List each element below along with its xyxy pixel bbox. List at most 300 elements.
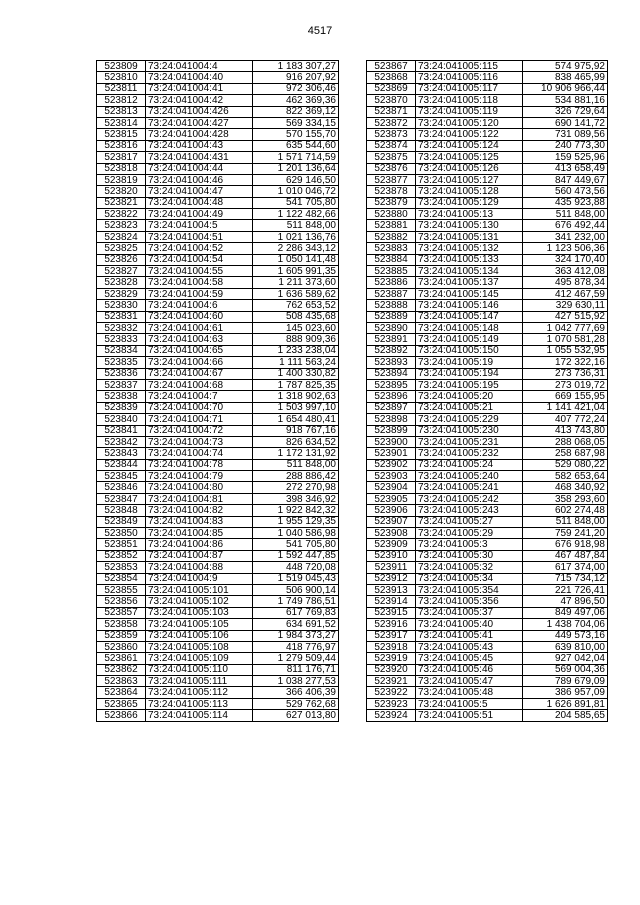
- cadastral-number: 73:24:041005:130: [416, 220, 523, 231]
- cadastral-value: 1 111 563,24: [253, 357, 339, 368]
- cadastral-number: 73:24:041005:30: [416, 550, 523, 561]
- cadastral-value: 826 634,52: [253, 436, 339, 447]
- table-row: [367, 459, 608, 470]
- cadastral-value: 916 207,92: [253, 72, 339, 83]
- table-row: [367, 550, 608, 561]
- cadastral-number: 73:24:041005:134: [416, 266, 523, 277]
- row-number: 523827: [97, 266, 146, 277]
- cadastral-value: 634 691,52: [253, 619, 339, 630]
- cadastral-number: 73:24:041005:122: [416, 129, 523, 140]
- cadastral-number: 73:24:041005:241: [416, 482, 523, 493]
- row-number: 523809: [97, 61, 146, 72]
- cadastral-value: 1 010 046,72: [253, 186, 339, 197]
- cadastral-number: 73:24:041005:150: [416, 345, 523, 356]
- table-row: [367, 641, 608, 652]
- table-row: [367, 152, 608, 163]
- row-number: 523854: [97, 573, 146, 584]
- row-number: 523811: [97, 83, 146, 94]
- table-row: [97, 322, 339, 333]
- row-number: 523870: [367, 95, 416, 106]
- cadastral-number: 73:24:041005:116: [416, 72, 523, 83]
- cadastral-value: 413 743,80: [523, 425, 608, 436]
- cadastral-value: 582 653,64: [523, 471, 608, 482]
- cadastral-value: 847 449,67: [523, 174, 608, 185]
- table-row: [367, 676, 608, 687]
- row-number: 523909: [367, 539, 416, 550]
- row-number: 523838: [97, 391, 146, 402]
- cadastral-value: 888 909,36: [253, 334, 339, 345]
- table-row: [367, 322, 608, 333]
- cadastral-value: 1 955 129,35: [253, 516, 339, 527]
- cadastral-value: 1 438 704,06: [523, 619, 608, 630]
- table-row: [97, 664, 339, 675]
- cadastral-number: 73:24:041004:87: [146, 550, 253, 561]
- cadastral-value: 1 038 277,53: [253, 676, 339, 687]
- table-row: [367, 562, 608, 573]
- table-row: [97, 619, 339, 630]
- table-row: [97, 209, 339, 220]
- table-row: [367, 174, 608, 185]
- cadastral-value: 508 435,68: [253, 311, 339, 322]
- row-number: 523856: [97, 596, 146, 607]
- cadastral-number: 73:24:041004:86: [146, 539, 253, 550]
- cadastral-number: 73:24:041004:83: [146, 516, 253, 527]
- table-row: [97, 698, 339, 709]
- table-row: [367, 140, 608, 151]
- table-row: [367, 61, 608, 72]
- cadastral-value: 918 767,16: [253, 425, 339, 436]
- table-row: [367, 357, 608, 368]
- cadastral-number: 73:24:041005:145: [416, 288, 523, 299]
- table-row: [367, 231, 608, 242]
- cadastral-value: 506 900,14: [253, 584, 339, 595]
- cadastral-number: 73:24:041005:13: [416, 209, 523, 220]
- cadastral-value: 602 274,48: [523, 505, 608, 516]
- cadastral-number: 73:24:041005:132: [416, 243, 523, 254]
- table-row: [367, 209, 608, 220]
- cadastral-value: 412 467,59: [523, 288, 608, 299]
- row-number: 523859: [97, 630, 146, 641]
- cadastral-value: 511 848,00: [253, 220, 339, 231]
- cadastral-number: 73:24:041005:106: [146, 630, 253, 641]
- cadastral-number: 73:24:041005:240: [416, 471, 523, 482]
- cadastral-value: 288 068,05: [523, 436, 608, 447]
- cadastral-table-right: [366, 60, 608, 722]
- row-number: 523845: [97, 471, 146, 482]
- table-row: [367, 539, 608, 550]
- table-row: [367, 334, 608, 345]
- row-number: 523814: [97, 117, 146, 128]
- table-row: [97, 357, 339, 368]
- table-row: [367, 448, 608, 459]
- cadastral-number: 73:24:041005:29: [416, 528, 523, 539]
- row-number: 523864: [97, 687, 146, 698]
- table-row: [367, 584, 608, 595]
- row-number: 523819: [97, 174, 146, 185]
- cadastral-number: 73:24:041004:74: [146, 448, 253, 459]
- cadastral-value: 495 878,34: [523, 277, 608, 288]
- row-number: 523877: [367, 174, 416, 185]
- cadastral-number: 73:24:041005:194: [416, 368, 523, 379]
- row-number: 523828: [97, 277, 146, 288]
- cadastral-number: 73:24:041004:59: [146, 288, 253, 299]
- row-number: 523894: [367, 368, 416, 379]
- row-number: 523874: [367, 140, 416, 151]
- cadastral-value: 435 923,88: [523, 197, 608, 208]
- cadastral-value: 449 573,16: [523, 630, 608, 641]
- table-row: [97, 539, 339, 550]
- cadastral-number: 73:24:041004:78: [146, 459, 253, 470]
- row-number: 523812: [97, 95, 146, 106]
- cadastral-value: 972 306,46: [253, 83, 339, 94]
- cadastral-value: 1 984 373,27: [253, 630, 339, 641]
- row-number: 523855: [97, 584, 146, 595]
- row-number: 523842: [97, 436, 146, 447]
- table-row: [97, 402, 339, 413]
- table-row: [97, 72, 339, 83]
- table-row: [97, 562, 339, 573]
- cadastral-value: 639 810,00: [523, 641, 608, 652]
- cadastral-value: 1 787 825,35: [253, 379, 339, 390]
- row-number: 523918: [367, 641, 416, 652]
- cadastral-number: 73:24:041004:73: [146, 436, 253, 447]
- row-number: 523872: [367, 117, 416, 128]
- cadastral-value: 240 773,30: [523, 140, 608, 151]
- table-row: [367, 505, 608, 516]
- cadastral-value: 448 720,08: [253, 562, 339, 573]
- cadastral-value: 1 571 714,59: [253, 152, 339, 163]
- cadastral-number: 73:24:041005:147: [416, 311, 523, 322]
- table-row: [367, 300, 608, 311]
- cadastral-number: 73:24:041005:37: [416, 607, 523, 618]
- cadastral-number: 73:24:041005:103: [146, 607, 253, 618]
- cadastral-number: 73:24:041004:47: [146, 186, 253, 197]
- row-number: 523882: [367, 231, 416, 242]
- cadastral-value: 1 141 421,04: [523, 402, 608, 413]
- cadastral-value: 407 772,24: [523, 414, 608, 425]
- cadastral-value: 511 848,00: [523, 209, 608, 220]
- row-number: 523902: [367, 459, 416, 470]
- cadastral-number: 73:24:041005:43: [416, 641, 523, 652]
- cadastral-number: 73:24:041005:124: [416, 140, 523, 151]
- table-row: [367, 379, 608, 390]
- cadastral-value: 811 176,71: [253, 664, 339, 675]
- table-row: [97, 117, 339, 128]
- table-row: [367, 493, 608, 504]
- cadastral-value: 715 734,12: [523, 573, 608, 584]
- row-number: 523904: [367, 482, 416, 493]
- row-number: 523873: [367, 129, 416, 140]
- cadastral-number: 73:24:041004:61: [146, 322, 253, 333]
- cadastral-number: 73:24:041004:51: [146, 231, 253, 242]
- table-row: [97, 676, 339, 687]
- cadastral-number: 73:24:041005:129: [416, 197, 523, 208]
- table-row: [97, 231, 339, 242]
- row-number: 523893: [367, 357, 416, 368]
- cadastral-value: 789 679,09: [523, 676, 608, 687]
- table-row: [367, 266, 608, 277]
- row-number: 523831: [97, 311, 146, 322]
- cadastral-number: 73:24:041004:431: [146, 152, 253, 163]
- table-row: [97, 550, 339, 561]
- table-row: [367, 95, 608, 106]
- cadastral-number: 73:24:041005:230: [416, 425, 523, 436]
- cadastral-value: 398 346,92: [253, 493, 339, 504]
- cadastral-value: 1 070 581,28: [523, 334, 608, 345]
- cadastral-number: 73:24:041005:232: [416, 448, 523, 459]
- cadastral-number: 73:24:041004:40: [146, 72, 253, 83]
- cadastral-value: 413 658,49: [523, 163, 608, 174]
- table-row: [97, 311, 339, 322]
- cadastral-value: 541 705,80: [253, 539, 339, 550]
- table-row: [97, 345, 339, 356]
- table-row: [367, 436, 608, 447]
- table-row: [97, 254, 339, 265]
- cadastral-value: 1 318 902,63: [253, 391, 339, 402]
- table-row: [97, 277, 339, 288]
- cadastral-value: 418 776,97: [253, 641, 339, 652]
- row-number: 523903: [367, 471, 416, 482]
- table-row: [367, 528, 608, 539]
- cadastral-number: 73:24:041004:79: [146, 471, 253, 482]
- cadastral-number: 73:24:041005:51: [416, 710, 523, 721]
- cadastral-value: 1 122 482,66: [253, 209, 339, 220]
- row-number: 523878: [367, 186, 416, 197]
- row-number: 523839: [97, 402, 146, 413]
- row-number: 523862: [97, 664, 146, 675]
- row-number: 523888: [367, 300, 416, 311]
- row-number: 523846: [97, 482, 146, 493]
- table-row: [367, 698, 608, 709]
- row-number: 523901: [367, 448, 416, 459]
- row-number: 523851: [97, 539, 146, 550]
- cadastral-value: 468 340,92: [523, 482, 608, 493]
- cadastral-value: 1 605 991,35: [253, 266, 339, 277]
- cadastral-number: 73:24:041004:428: [146, 129, 253, 140]
- table-row: [97, 482, 339, 493]
- cadastral-value: 759 241,20: [523, 528, 608, 539]
- cadastral-number: 73:24:041005:46: [416, 664, 523, 675]
- cadastral-value: 676 918,98: [523, 539, 608, 550]
- cadastral-number: 73:24:041005:127: [416, 174, 523, 185]
- cadastral-value: 2 286 343,12: [253, 243, 339, 254]
- cadastral-number: 73:24:041005:126: [416, 163, 523, 174]
- cadastral-number: 73:24:041005:128: [416, 186, 523, 197]
- cadastral-number: 73:24:041005:34: [416, 573, 523, 584]
- row-number: 523834: [97, 345, 146, 356]
- cadastral-number: 73:24:041005:148: [416, 322, 523, 333]
- table-row: [97, 653, 339, 664]
- row-number: 523914: [367, 596, 416, 607]
- cadastral-value: 1 654 480,41: [253, 414, 339, 425]
- cadastral-value: 1 172 131,92: [253, 448, 339, 459]
- table-row: [97, 186, 339, 197]
- table-row: [367, 653, 608, 664]
- row-number: 523899: [367, 425, 416, 436]
- row-number: 523853: [97, 562, 146, 573]
- cadastral-number: 73:24:041005:149: [416, 334, 523, 345]
- cadastral-number: 73:24:041004:49: [146, 209, 253, 220]
- cadastral-number: 73:24:041005:120: [416, 117, 523, 128]
- row-number: 523867: [367, 61, 416, 72]
- cadastral-value: 511 848,00: [523, 516, 608, 527]
- table-row: [97, 471, 339, 482]
- table-row: [367, 129, 608, 140]
- row-number: 523841: [97, 425, 146, 436]
- table-row: [367, 471, 608, 482]
- table-row: [367, 687, 608, 698]
- table-row: [367, 83, 608, 94]
- cadastral-value: 1 201 136,64: [253, 163, 339, 174]
- table-row: [97, 607, 339, 618]
- table-row: [367, 516, 608, 527]
- row-number: 523911: [367, 562, 416, 573]
- row-number: 523897: [367, 402, 416, 413]
- row-number: 523837: [97, 379, 146, 390]
- row-number: 523884: [367, 254, 416, 265]
- table-row: [367, 197, 608, 208]
- table-row: [97, 528, 339, 539]
- cadastral-number: 73:24:041005:354: [416, 584, 523, 595]
- cadastral-value: 669 155,95: [523, 391, 608, 402]
- row-number: 523860: [97, 641, 146, 652]
- cadastral-number: 73:24:041005:117: [416, 83, 523, 94]
- row-number: 523912: [367, 573, 416, 584]
- row-number: 523822: [97, 209, 146, 220]
- row-number: 523848: [97, 505, 146, 516]
- table-row: [97, 368, 339, 379]
- cadastral-value: 47 896,50: [523, 596, 608, 607]
- cadastral-number: 73:24:041005:356: [416, 596, 523, 607]
- row-number: 523865: [97, 698, 146, 709]
- table-row: [367, 630, 608, 641]
- cadastral-value: 273 019,72: [523, 379, 608, 390]
- row-number: 523908: [367, 528, 416, 539]
- cadastral-number: 73:24:041004:43: [146, 140, 253, 151]
- table-row: [367, 243, 608, 254]
- cadastral-value: 329 630,11: [523, 300, 608, 311]
- cadastral-number: 73:24:041004:9: [146, 573, 253, 584]
- table-row: [367, 710, 608, 721]
- cadastral-number: 73:24:041005:45: [416, 653, 523, 664]
- table-row: [367, 277, 608, 288]
- table-row: [97, 459, 339, 470]
- cadastral-number: 73:24:041005:24: [416, 459, 523, 470]
- cadastral-number: 73:24:041004:65: [146, 345, 253, 356]
- cadastral-value: 462 369,36: [253, 95, 339, 106]
- table-row: [367, 220, 608, 231]
- row-number: 523910: [367, 550, 416, 561]
- row-number: 523879: [367, 197, 416, 208]
- cadastral-value: 467 487,84: [523, 550, 608, 561]
- table-row: [97, 243, 339, 254]
- cadastral-value: 363 412,08: [523, 266, 608, 277]
- cadastral-value: 1 749 786,51: [253, 596, 339, 607]
- cadastral-number: 73:24:041005:133: [416, 254, 523, 265]
- row-number: 523843: [97, 448, 146, 459]
- cadastral-value: 511 848,00: [253, 459, 339, 470]
- cadastral-value: 145 023,60: [253, 322, 339, 333]
- cadastral-value: 1 211 373,60: [253, 277, 339, 288]
- row-number: 523825: [97, 243, 146, 254]
- table-row: [97, 630, 339, 641]
- cadastral-value: 272 270,98: [253, 482, 339, 493]
- table-row: [97, 197, 339, 208]
- cadastral-number: 73:24:041004:81: [146, 493, 253, 504]
- cadastral-number: 73:24:041005:102: [146, 596, 253, 607]
- cadastral-number: 73:24:041004:55: [146, 266, 253, 277]
- row-number: 523829: [97, 288, 146, 299]
- cadastral-number: 73:24:041004:88: [146, 562, 253, 573]
- cadastral-value: 1 279 509,44: [253, 653, 339, 664]
- cadastral-value: 849 497,06: [523, 607, 608, 618]
- table-row: [97, 379, 339, 390]
- row-number: 523844: [97, 459, 146, 470]
- row-number: 523857: [97, 607, 146, 618]
- table-row: [97, 83, 339, 94]
- cadastral-value: 617 769,83: [253, 607, 339, 618]
- table-row: [97, 174, 339, 185]
- row-number: 523850: [97, 528, 146, 539]
- cadastral-value: 617 374,00: [523, 562, 608, 573]
- table-row: [367, 607, 608, 618]
- cadastral-value: 569 334,15: [253, 117, 339, 128]
- cadastral-number: 73:24:041005:146: [416, 300, 523, 311]
- cadastral-number: 73:24:041004:67: [146, 368, 253, 379]
- table-row: [367, 117, 608, 128]
- cadastral-value: 927 042,04: [523, 653, 608, 664]
- cadastral-number: 73:24:041004:60: [146, 311, 253, 322]
- cadastral-number: 73:24:041004:82: [146, 505, 253, 516]
- cadastral-value: 1 592 447,85: [253, 550, 339, 561]
- cadastral-value: 1 021 136,76: [253, 231, 339, 242]
- cadastral-value: 1 040 586,98: [253, 528, 339, 539]
- cadastral-value: 690 141,72: [523, 117, 608, 128]
- table-row: [97, 687, 339, 698]
- cadastral-value: 273 736,31: [523, 368, 608, 379]
- row-number: 523869: [367, 83, 416, 94]
- table-row: [97, 266, 339, 277]
- row-number: 523861: [97, 653, 146, 664]
- row-number: 523820: [97, 186, 146, 197]
- table-row: [97, 596, 339, 607]
- cadastral-number: 73:24:041005:32: [416, 562, 523, 573]
- row-number: 523858: [97, 619, 146, 630]
- cadastral-number: 73:24:041004:85: [146, 528, 253, 539]
- row-number: 523913: [367, 584, 416, 595]
- cadastral-number: 73:24:041005:109: [146, 653, 253, 664]
- table-row: [97, 220, 339, 231]
- row-number: 523833: [97, 334, 146, 345]
- row-number: 523810: [97, 72, 146, 83]
- row-number: 523824: [97, 231, 146, 242]
- row-number: 523871: [367, 106, 416, 117]
- table-row: [97, 505, 339, 516]
- cadastral-value: 569 004,36: [523, 664, 608, 675]
- cadastral-number: 73:24:041005:243: [416, 505, 523, 516]
- row-number: 523896: [367, 391, 416, 402]
- cadastral-number: 73:24:041005:114: [146, 710, 253, 721]
- cadastral-number: 73:24:041004:48: [146, 197, 253, 208]
- cadastral-number: 73:24:041004:52: [146, 243, 253, 254]
- cadastral-value: 629 146,50: [253, 174, 339, 185]
- cadastral-number: 73:24:041004:66: [146, 357, 253, 368]
- cadastral-value: 822 369,12: [253, 106, 339, 117]
- row-number: 523852: [97, 550, 146, 561]
- row-number: 523815: [97, 129, 146, 140]
- cadastral-number: 73:24:041004:63: [146, 334, 253, 345]
- row-number: 523906: [367, 505, 416, 516]
